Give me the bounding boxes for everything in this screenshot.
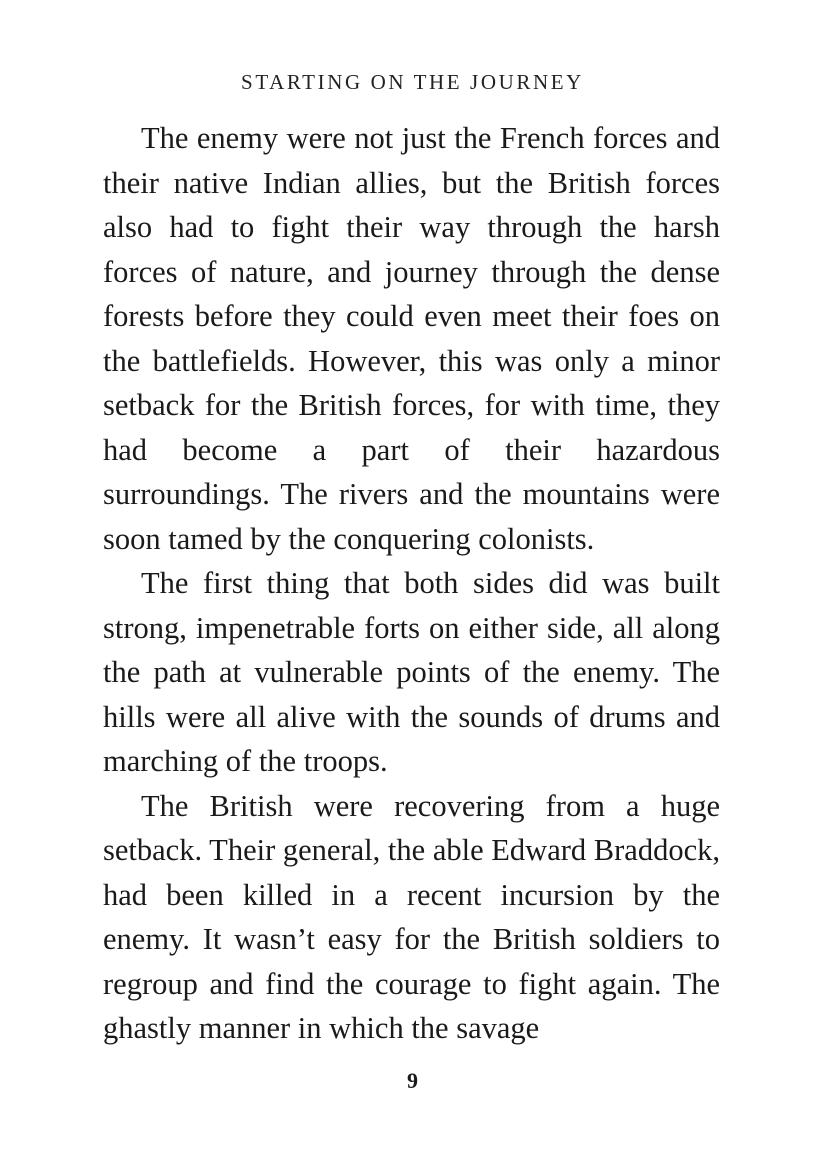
paragraph: The first thing that both sides did was built strong, impenetrable forts on either side, all along the path at vulnerable points of the enemy. The hills were all alive with the sounds of drums and marching of the troops. — [103, 566, 720, 778]
paragraph: The British were recovering from a huge setback. Their general, the able Edward Braddock, had been killed in a recent incursion by the enemy. It wasn’t easy for the British soldiers to regroup and find the courage to fight again. The ghastly manner in which the savage — [103, 788, 720, 1045]
page-number: 9 — [407, 1068, 418, 1093]
running-head: STARTING ON THE JOURNEY — [241, 70, 584, 94]
paragraph: The enemy were not just the French forces and their native Indian allies, but the British forces also had to fight their way through the harsh forces of nature, and journey through the dense forests before they could even meet their foes on the battlefields. However, this was only a minor setback for the British forces, for with time, they had become a part of their hazardous surroundings. The rivers and the mountains were soon tamed by the conquering colonists. — [103, 121, 720, 556]
body-text — [103, 116, 720, 1051]
